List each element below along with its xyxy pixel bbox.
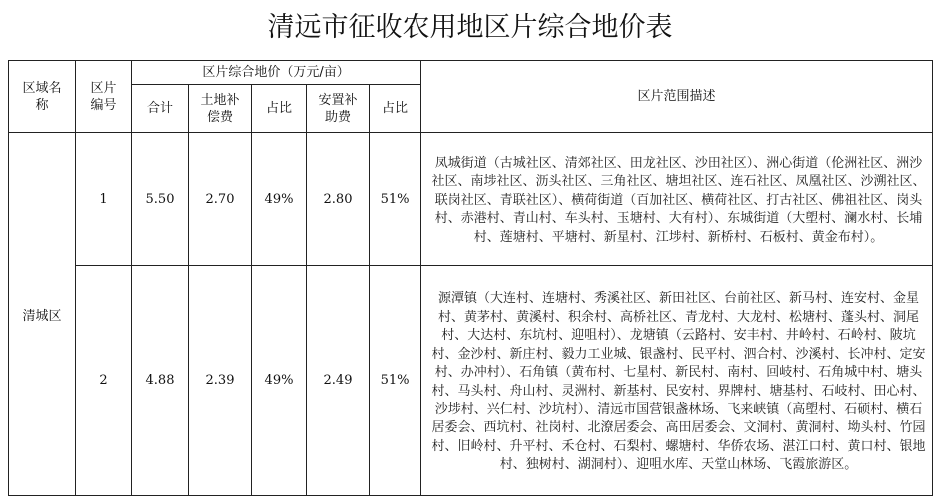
land-compensation-cell: 2.70	[189, 133, 252, 266]
ratio-1-cell: 49%	[252, 133, 307, 266]
header-ratio-2: 占比	[370, 85, 421, 133]
header-resettlement-subsidy: 安置补助费	[307, 85, 370, 133]
land-price-table	[8, 60, 933, 496]
ratio-2-cell: 51%	[370, 266, 421, 496]
table-row	[9, 266, 933, 496]
header-zone-no: 区片编号	[76, 61, 132, 133]
description-cell: 源潭镇（大连村、连塘村、秀溪社区、新田社区、台前社区、新马村、连安村、金星村、黄茅村、黄溪村、积余村、高桥社区、青龙村、大龙村、松塘村、蓬头村、洞尾村、大达村、东坑村、迎咀村）、龙塘镇（云路村、安丰村、井岭村、石岭村、陂坑村、金沙村、新庄村、毅力工业城、银盏村、民平村、泗合村、沙溪村、长冲村、定安村、办冲村）、石角镇（黄布村、七星村、新民村、南村、回岐村、石角城中村、塘头村、马头村、舟山村、灵洲村、新基村、民安村、界牌村、塘基村、石岐村、田心村、沙埗村、兴仁村、沙坑村）、清远市国营银盏林场、飞来峡镇（高塱村、石硕村、横石居委会、西坑村、社岗村、北潦居委会、高田居委会、文洞村、黄洞村、坳头村、竹园村、旧岭村、升平村、禾仓村、石梨村、螺塘村、华侨农场、湛江口村、黄口村、银地村、独树村、湖洞村）、迎咀水库、天堂山林场、飞霞旅游区。	[421, 266, 933, 496]
zone-no-cell: 1	[76, 133, 132, 266]
land-compensation-cell: 2.39	[189, 266, 252, 496]
header-description: 区片范围描述	[421, 61, 933, 133]
table-row	[9, 133, 933, 266]
resettlement-subsidy-cell: 2.49	[307, 266, 370, 496]
header-composite-price: 区片综合地价（万元/亩）	[132, 61, 421, 85]
district-cell: 清城区	[9, 133, 76, 496]
header-district: 区域名称	[9, 61, 76, 133]
header-ratio-1: 占比	[252, 85, 307, 133]
description-cell: 凤城街道（古城社区、清郊社区、田龙社区、沙田社区）、洲心街道（伦洲社区、洲沙社区、南埗社区、沥头社区、三角社区、塘坦社区、连石社区、凤凰社区、沙溯社区、联岗社区、青联社区）、横荷街道（百加社区、横荷社区、打古社区、佛祖社区、岗头村、赤港村、青山村、车头村、玉塘村、大有村）、东城街道（大塱村、澜水村、长埔村、莲塘村、平塘村、新星村、江埗村、新桥村、石板村、黄金布村）。	[421, 133, 933, 266]
header-land-compensation: 土地补偿费	[189, 85, 252, 133]
ratio-1-cell: 49%	[252, 266, 307, 496]
header-total: 合计	[132, 85, 189, 133]
ratio-2-cell: 51%	[370, 133, 421, 266]
resettlement-subsidy-cell: 2.80	[307, 133, 370, 266]
zone-no-cell: 2	[76, 266, 132, 496]
total-cell: 5.50	[132, 133, 189, 266]
page-title: 清远市征收农用地区片综合地价表	[267, 12, 673, 43]
total-cell: 4.88	[132, 266, 189, 496]
